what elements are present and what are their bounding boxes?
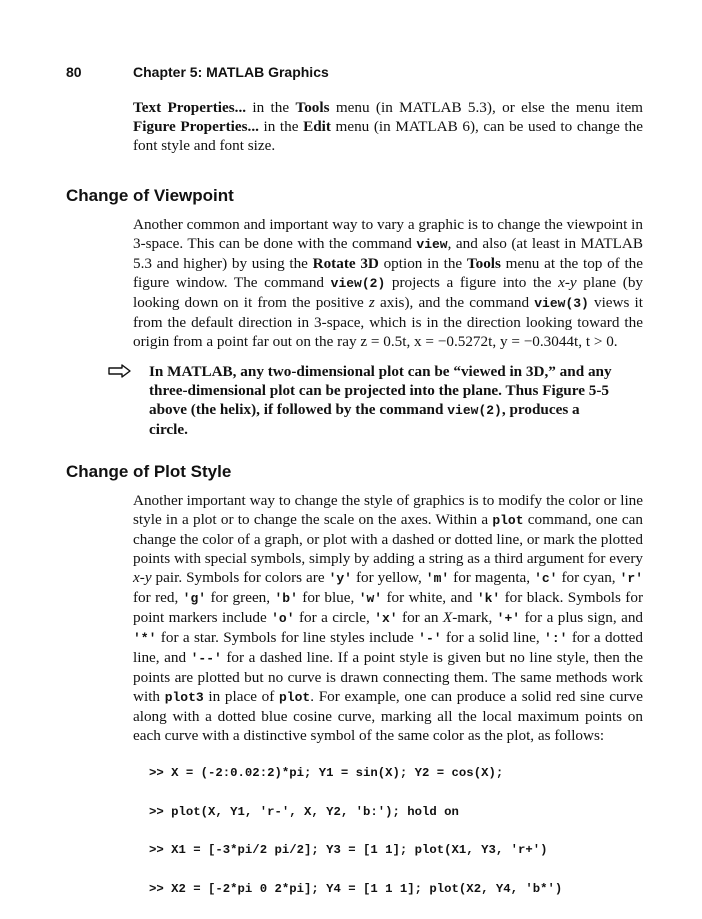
text-span: command, one can change the color of a graph, or plot with a dashed or dotted line, or mark the plotted points with special symbols, simply by adding a string as a third argument for every (133, 511, 643, 567)
text-span: for cyan, (557, 569, 620, 586)
intro-paragraph (133, 98, 643, 155)
text-span: menu at the top of the figure window. The command (133, 255, 643, 291)
text-span: y (569, 274, 577, 291)
section-heading-plot-style: Change of Plot Style (66, 462, 232, 481)
code-line: >> X1 = [-3*pi/2 pi/2]; Y3 = [1 1]; plot(X1, Y3, 'r+') (149, 843, 548, 858)
plot-style-paragraph (133, 491, 643, 745)
code-line: >> plot(X, Y1, 'r-', X, Y2, 'b:'); hold on (149, 804, 459, 819)
text-span: for a plus sign, and (520, 609, 644, 626)
text-span: 'w' (358, 591, 383, 606)
text-span: for a dotted line, and (133, 629, 643, 666)
text-span: for white, and (382, 589, 477, 606)
text-span: 'o' (271, 611, 295, 626)
text-span: 'b' (274, 591, 298, 606)
text-span: . For example, one can produce a solid red sine curve along with a dotted blue cosine curve, marking all the local maximum points on each curve with a distinctive symbol of the same color as the plot, as follows: (133, 688, 643, 744)
code-view3: view(3) (534, 296, 589, 311)
text-span: , and also (at least in MATLAB 5.3 and higher) by using the (133, 235, 644, 272)
text-span: in place of (203, 688, 279, 705)
text-span: 'm' (425, 571, 450, 586)
tools-menu-name: Tools (295, 99, 330, 116)
text-span: '-' (418, 631, 442, 646)
section-heading-viewpoint: Change of Viewpoint (66, 186, 234, 205)
text-span: '+' (496, 611, 521, 626)
note-callout (149, 362, 619, 439)
text-span: for green, (206, 589, 275, 606)
text-span: ':' (544, 631, 568, 646)
page-number: 80 (66, 64, 82, 80)
text-span: 'x' (374, 611, 398, 626)
text-span: -mark, (452, 609, 497, 626)
viewpoint-paragraph (133, 215, 643, 351)
text-span: option in the (378, 255, 467, 272)
text-span: pair. Symbols for colors are (151, 569, 329, 586)
rotate-3d-option: Rotate 3D (312, 255, 379, 272)
text-span: 'c' (534, 571, 558, 586)
text-span: z (368, 294, 375, 311)
text-span: x (133, 569, 140, 586)
text-span: for an (397, 609, 443, 626)
code-line: >> X2 = [-2*pi 0 2*pi]; Y4 = [1 1 1]; plot(X2, Y4, 'b*') (149, 882, 563, 897)
text-span: 'y' (328, 571, 352, 586)
ray-equation: z = 0.5t, x = −0.5272t, y = −0.3044t, t > 0. (360, 333, 618, 350)
text-span: - (564, 274, 570, 291)
text-span: In MATLAB, any two-dimensional plot can be “viewed in 3D,” and any three-dimensional plot can be projected into the plane. Thus Figure 5-5 above (the helix), if followed by the command (149, 363, 612, 418)
text-span: views it from the default direction in 3-space, which is in the direction looking toward the origin from a point far out on the ray (133, 294, 643, 350)
text-span: - (139, 569, 145, 586)
chapter-title: Chapter 5: MATLAB Graphics (133, 64, 329, 80)
text-span: for a star. Symbols for line styles include (156, 629, 419, 646)
text-span: in the (246, 99, 296, 116)
text-span: menu (in MATLAB 6), can be used to change the font style and font size. (133, 118, 643, 154)
code-view: view (416, 237, 448, 252)
text-span: for yellow, (351, 569, 426, 586)
text-span: for magenta, (449, 569, 535, 586)
text-span: , produces a circle. (149, 401, 580, 438)
text-span: Another important way to change the style of graphics is to modify the color or line style in a plot or to change the scale on the axes. Within a (133, 492, 643, 528)
text-span: x (558, 274, 565, 291)
code-block (149, 745, 562, 919)
text-span: for black. Symbols for point markers include (133, 589, 644, 626)
text-span: plot (492, 513, 524, 528)
text-properties-menu-item: Text Properties... (133, 99, 247, 116)
code-view2-note: view(2) (447, 403, 502, 418)
text-span: 'k' (476, 591, 501, 606)
edit-menu-name: Edit (303, 118, 331, 135)
text-span: 'r' (619, 571, 643, 586)
text-span: Another common and important way to vary a graphic is to change the viewpoint in 3-space. This can be done with the command (133, 216, 643, 252)
code-view2: view(2) (330, 276, 386, 291)
text-span: y (144, 569, 152, 586)
text-span: menu (in MATLAB 5.3), or else the menu item (329, 99, 643, 116)
text-span: for a dashed line. If a point style is given but no line style, then the points are plotted but no curve is drawn connecting them. The same methods work with (133, 649, 643, 705)
text-span: 'g' (182, 591, 207, 606)
text-span: for red, (133, 589, 183, 606)
text-span: for a circle, (294, 609, 375, 626)
figure-properties-menu-item: Figure Properties... (133, 118, 259, 135)
text-span: axis), and the command (374, 294, 535, 311)
text-span: in the (258, 118, 304, 135)
text-span: X (442, 609, 453, 626)
text-span: plane (by looking down on it from the positive (133, 274, 644, 311)
tools-menu-name: Tools (466, 255, 501, 272)
text-span: plot3 (164, 690, 204, 705)
text-span: plot (278, 690, 311, 705)
text-span: projects a figure into the (385, 274, 559, 291)
right-arrow-icon (108, 364, 132, 378)
code-line: >> X = (-2:0.02:2)*pi; Y1 = sin(X); Y2 = cos(X); (149, 766, 504, 781)
text-span: '*' (133, 631, 157, 646)
text-span: for blue, (297, 589, 359, 606)
text-span: '--' (190, 651, 222, 666)
text-span: for a solid line, (441, 629, 545, 646)
